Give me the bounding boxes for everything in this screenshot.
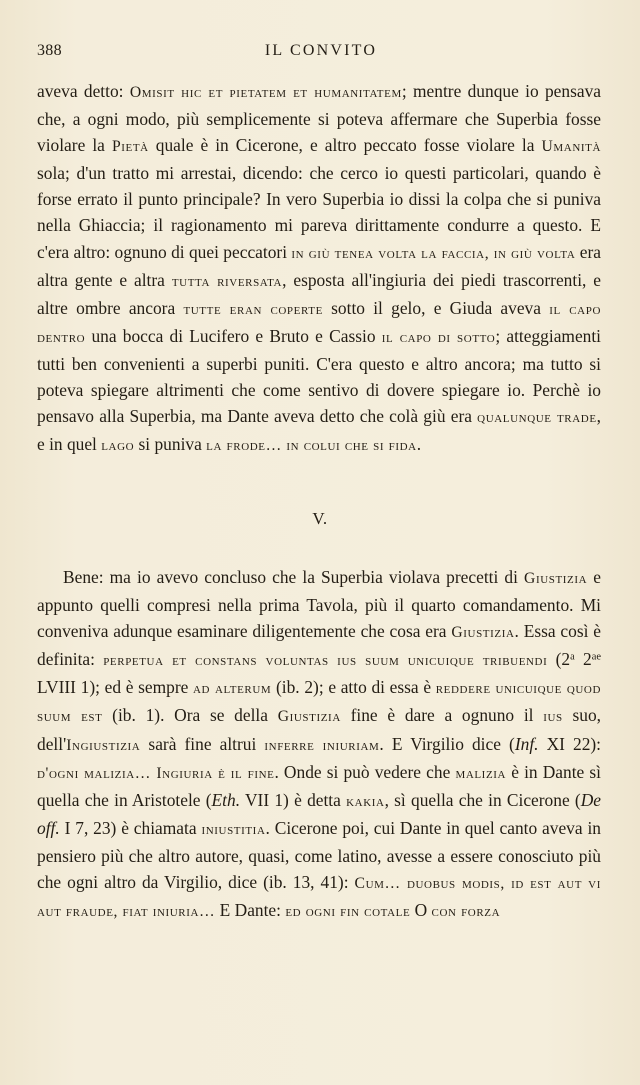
superscript: a xyxy=(570,651,575,663)
text-run: fine è dare a ognuno il xyxy=(340,705,544,726)
citation: Inf. xyxy=(514,733,539,754)
text-run: , e in quel xyxy=(37,406,601,455)
citation: Eth. xyxy=(211,789,241,810)
page-number: 388 xyxy=(37,42,62,59)
paragraph-text xyxy=(37,78,601,459)
text-run: una bocca di Lucifero e Bruto e Cassio xyxy=(85,325,382,346)
dante-quote: tutta riversata xyxy=(171,272,283,290)
section-heading: V. xyxy=(312,509,328,528)
term-kakia: kakia xyxy=(346,792,385,810)
paragraph-text xyxy=(37,564,601,925)
dante-quote: in giù tenea volta la faccia, in giù volta xyxy=(291,244,576,262)
term-ius: ius xyxy=(543,708,563,726)
paragraph-continuation xyxy=(37,78,601,459)
text-run: era altra gente e altra xyxy=(37,241,601,290)
section-v-paragraph xyxy=(37,564,601,925)
text-run: e appunto quelli compresi nella prima Tavola, più il quarto comandamento. Mi conveniva adunque esaminare diligentemente che cosa era xyxy=(37,567,601,642)
text-run: suo, dell' xyxy=(37,705,602,754)
text-run: sotto il gelo, e Giuda aveva xyxy=(322,297,550,318)
text-run: . xyxy=(416,434,422,455)
term-pieta: Pietà xyxy=(111,138,149,156)
text-run: (ib. 1). Ora se della xyxy=(102,705,278,726)
dante-quote: d'ogni malizia… Ingiuria è il fine xyxy=(37,764,275,782)
running-head xyxy=(37,42,605,66)
text-run: E Dante: xyxy=(215,900,286,921)
citation: De off. xyxy=(37,789,601,838)
text-run: , esposta all'ingiuria dei piedi trascorrenti, e altre ombre ancora xyxy=(37,269,602,318)
text-run: . Essa così è definita: xyxy=(37,621,601,670)
text-run: O xyxy=(410,900,432,921)
text-run: quale è in Cicerone, e altro peccato fosse violare la xyxy=(148,135,542,156)
text-run: si puniva xyxy=(134,434,207,455)
dante-quote: tutte eran coperte xyxy=(183,300,323,318)
term-iniustitia: iniustitia xyxy=(201,820,266,838)
text-run: VII 1) è detta xyxy=(240,789,347,810)
dante-quote: ed ogni fin cotale xyxy=(285,903,411,921)
text-run: (ib. 2); e atto di essa è xyxy=(271,677,436,698)
text-run: aveva detto: xyxy=(37,81,130,101)
latin-quote: inferre iniuriam xyxy=(264,736,380,754)
latin-quote: Omisit hic et pietatem et humanitatem xyxy=(129,84,402,101)
latin-quote: Cum… duobus modis, id est aut vi aut fraude, fiat iniuria… xyxy=(37,875,601,921)
text-run: , sì quella che in Cicerone ( xyxy=(384,789,581,810)
dante-quote: lago xyxy=(101,437,135,455)
latin-quote: perpetua et constans voluntas ius suum unicuique tribuendi xyxy=(103,652,548,670)
text-run: è in Dante sì quella che in Aristotele ( xyxy=(37,761,601,810)
text-run: ; atteggiamenti tutti ben convenienti a superbi puniti. C'era questo e altro ancora; ma tutto si poteva spiegare altrimenti che come sentivo di dovere spiegare io. Perchè io pensavo alla Superbia, ma Dante aveva detto che colà giù era xyxy=(37,325,602,427)
dante-quote: qualunque trade xyxy=(477,409,597,427)
term-giustizia: Giustizia xyxy=(277,708,341,726)
text-run: I 7, 23) è chiamata xyxy=(59,817,202,838)
term-ingiustizia: Ingiustizia xyxy=(66,736,141,754)
dante-quote: la frode… in colui che si fida xyxy=(206,437,417,455)
text-run: . E Virgilio dice ( xyxy=(379,733,515,754)
text-run: sola; d'un tratto mi arrestai, dicendo: che cerco io questi particolari, quando è forse errato il punto principale? In vero Superbia io dissi la colpa che si puniva nella Ghiaccia; il ragionamento mi pareva dirittamente condurre a questo. E c'era altro: ognuno di quei peccatori xyxy=(37,163,601,262)
text-run: Bene: ma io avevo concluso che la Superbia violava precetti di xyxy=(63,567,525,587)
text-run: sarà fine altrui xyxy=(140,733,265,754)
text-run: (2 xyxy=(547,649,571,670)
dante-quote: con forza xyxy=(431,903,501,921)
text-run: . Onde si può vedere che xyxy=(274,761,456,782)
latin-quote: ad alterum xyxy=(193,680,272,698)
dante-quote: il capo di sotto xyxy=(381,328,496,346)
text-run: 2 xyxy=(574,649,592,670)
term-giustizia: Giustizia xyxy=(451,624,515,642)
term-malizia: malizia xyxy=(455,764,507,782)
running-title: IL CONVITO xyxy=(264,42,378,59)
term-giustizia: Giustizia xyxy=(524,570,588,587)
superscript: ae xyxy=(591,651,602,663)
term-umanita: Umanità xyxy=(541,138,602,156)
text-run: ; mentre dunque io pensava che, a ogni modo, più semplicemente si poteva affermare che Superbia fosse violare la xyxy=(37,81,601,156)
latin-quote: reddere unicuique quod suum est xyxy=(37,680,601,726)
dante-quote: il capo dentro xyxy=(37,300,601,346)
text-run: . Cicerone poi, cui Dante in quel canto aveva in pensiero più che altro autore, quasi, come latino, avesse a essere conosciuto più che ogni altro da Virgilio, dice (ib. 13, 41): xyxy=(37,817,601,893)
text-run: LVIII 1); ed è sempre xyxy=(37,677,194,698)
text-run: XI 22): xyxy=(538,733,602,754)
